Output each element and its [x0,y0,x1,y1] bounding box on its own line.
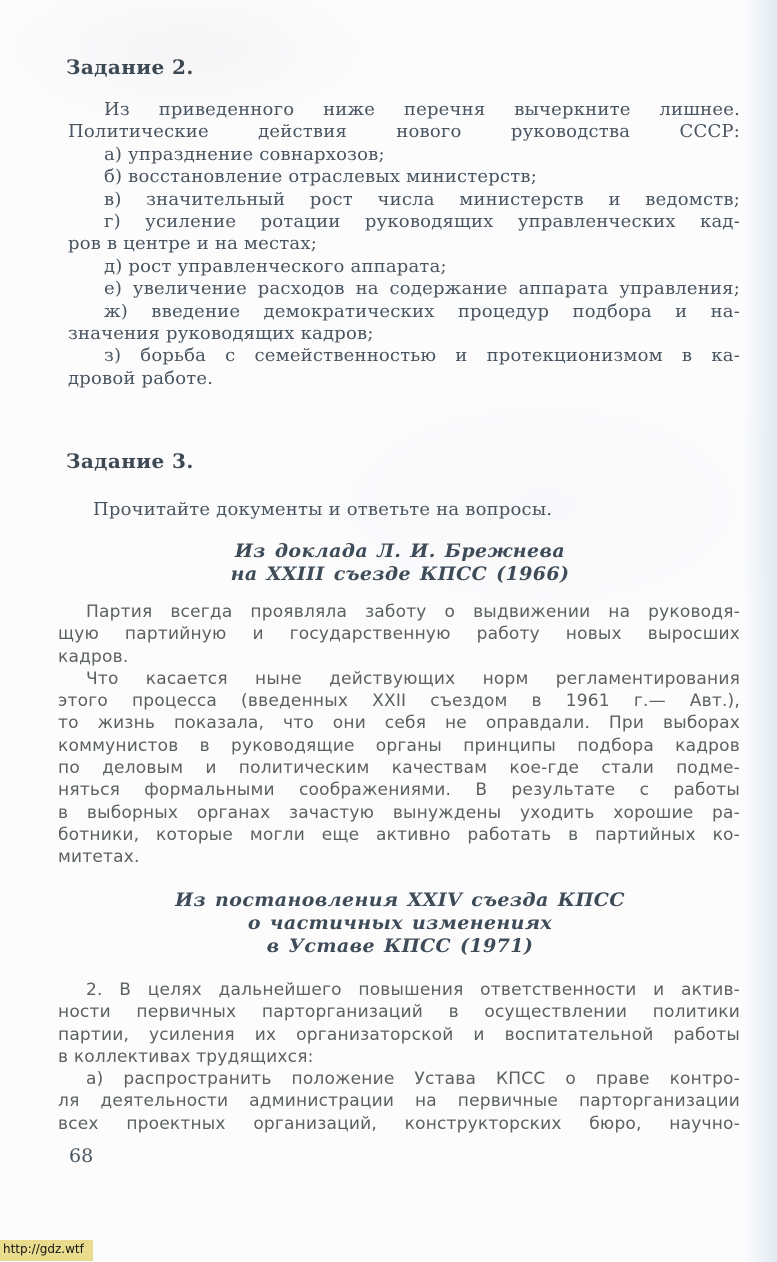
doc1-heading [50,540,750,586]
scan-edge-shadow [743,0,777,1262]
text-line: Из доклада Л. И. Брежнева [234,540,566,562]
task3-title: Задание 3. [66,449,194,473]
text-line: этого процесса (введенных XXII съездом в 1961 г.— Авт.), [58,691,740,712]
text-line: по деловым и политическим качествам кое-где стали подме- [58,758,740,779]
text-line: а) распространить положение Устава КПСС о праве контро- [86,1069,740,1090]
text-line: партии, усиления их организаторской и воспитательной работы [58,1024,740,1045]
text-line: кадров. [58,646,129,667]
text-line: значения руководящих кадров; [68,323,374,345]
text-line: Из постановления XXIV съезда КПСС [175,889,625,911]
doc2-heading [50,889,750,958]
text-line: няться формальными соображениями. В результате с работы [58,780,740,801]
text-line: Что касается ныне действующих норм регламентирования [86,668,740,689]
text-line: то жизнь показала, что они себя не оправдали. При выборах [58,713,740,734]
text-line: коммунистов в руководящие органы принципы подбора кадров [58,735,740,756]
text-line: ж) введение демократических процедур подбора и на- [104,300,740,322]
text-line: ботники, которые могли еще активно работать в партийных ко- [58,824,740,845]
text-line: ности первичных парторганизаций в осуществлении политики [58,1002,740,1023]
text-line: на XXIII съезде КПСС (1966) [230,563,570,585]
text-line: дровой работе. [68,367,214,389]
watermark-url-link[interactable]: http://gdz.wtf [0,1240,93,1261]
text-line: д) рост управленческого аппарата; [104,255,447,277]
task2-text-block [68,99,740,390]
text-line: в коллективах трудящихся: [58,1046,314,1067]
text-line: в выборных органах зачастую вынуждены уходить хорошие ра- [58,802,740,823]
text-line: е) увеличение расходов на содержание аппарата управления; [104,278,740,300]
text-line: а) упразднение совнархозов; [104,143,385,165]
task3-intro [68,499,740,521]
text-line: Прочитайте документы и ответьте на вопросы. [93,499,553,520]
text-line: з) борьба с семейственностью и протекционизмом в ка- [104,345,740,367]
page-number: 68 [69,1145,94,1167]
text-line: щую партийную и государственную работу новых выросших [58,624,740,645]
text-line: о частичных изменениях [247,912,553,934]
text-line: в Уставе КПСС (1971) [266,935,534,957]
text-line: ля деятельности администрации на первичные парторганизации [58,1091,740,1112]
text-line: митетах. [58,847,140,868]
text-line: всех проектных организаций, конструкторских бюро, научно- [58,1113,740,1134]
text-line: Политические действия нового руководства СССР: [68,121,740,143]
text-line: б) восстановление отраслевых министерств; [104,166,538,188]
text-line: в) значительный рост числа министерств и ведомств; [104,188,740,210]
text-line: ров в центре и на местах; [68,233,317,255]
doc1-text-block [58,601,740,869]
doc2-text-block [58,979,740,1135]
text-line: 2. В целях дальнейшего повышения ответственности и актив- [86,980,740,1000]
text-line: Партия всегда проявляла заботу о выдвижении на руководя- [86,602,740,622]
text-line: г) усиление ротации руководящих управленческих кад- [104,211,740,233]
text-line: Из приведенного ниже перечня вычеркните лишнее. [104,99,740,120]
task2-title: Задание 2. [66,55,194,79]
